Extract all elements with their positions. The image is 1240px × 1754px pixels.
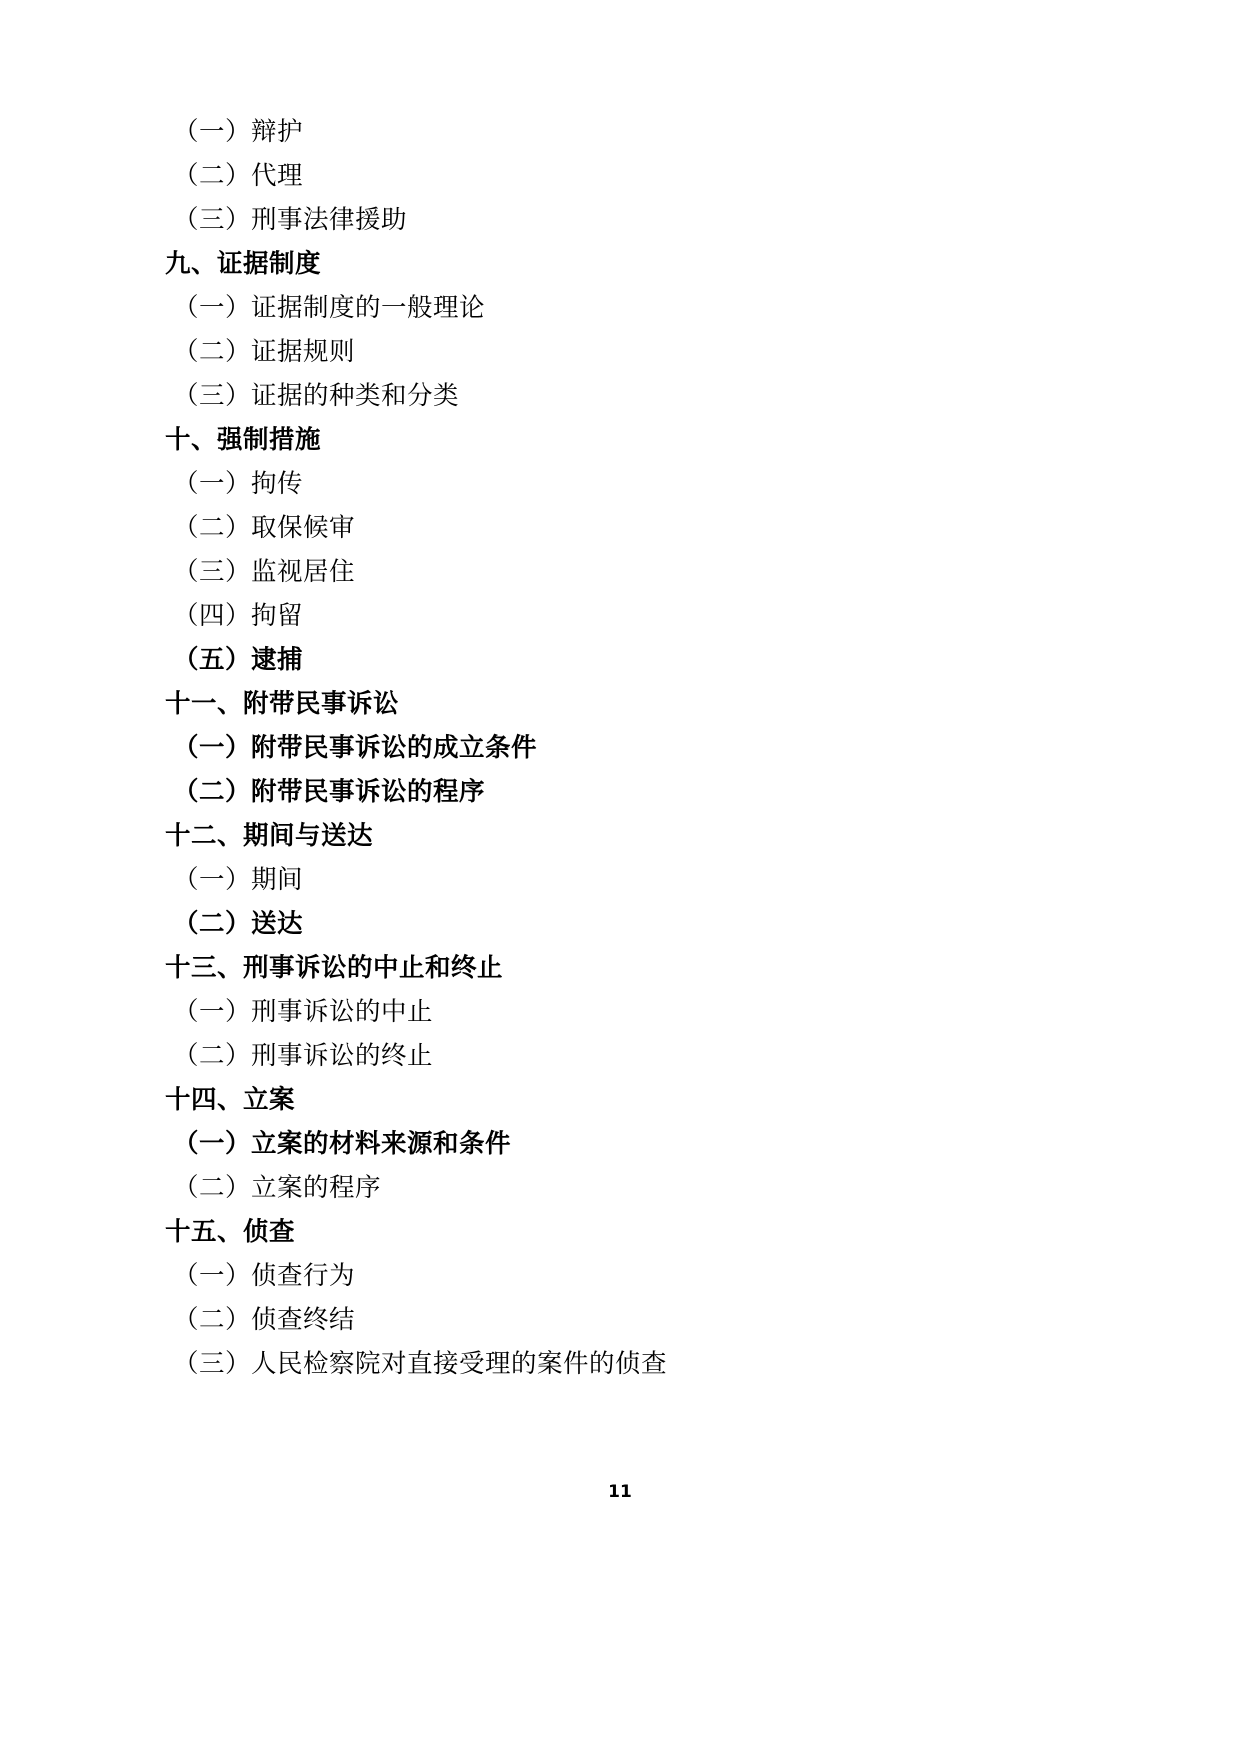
outline-subitem: （二）送达 [173, 909, 304, 939]
outline-subitem: （一）侦查行为 [173, 1261, 356, 1291]
outline-subitem: （三）监视居住 [173, 557, 356, 587]
outline-subitem: （五）逮捕 [173, 645, 304, 675]
outline-subitem: （二）立案的程序 [173, 1173, 382, 1203]
outline-subitem: （一）刑事诉讼的中止 [173, 997, 434, 1027]
outline-subitem: （一）证据制度的一般理论 [173, 293, 486, 323]
outline-list [165, 117, 1090, 1379]
outline-subitem: （一）立案的材料来源和条件 [173, 1129, 512, 1159]
outline-heading: 十、强制措施 [165, 425, 322, 455]
outline-subitem: （一）辩护 [173, 117, 304, 147]
outline-subitem: （二）证据规则 [173, 337, 356, 367]
outline-subitem: （二）侦查终结 [173, 1305, 356, 1335]
outline-subitem: （四）拘留 [173, 601, 304, 631]
outline-subitem: （二）刑事诉讼的终止 [173, 1041, 434, 1071]
outline-subitem: （一）附带民事诉讼的成立条件 [173, 733, 538, 763]
outline-heading: 十二、期间与送达 [165, 821, 374, 851]
outline-heading: 十五、侦查 [165, 1217, 296, 1247]
page-number: 11 [608, 1482, 632, 1502]
outline-heading: 十三、刑事诉讼的中止和终止 [165, 953, 504, 983]
outline-subitem: （三）刑事法律援助 [173, 205, 408, 235]
outline-subitem: （二）取保候审 [173, 513, 356, 543]
outline-heading: 十一、附带民事诉讼 [165, 689, 400, 719]
outline-subitem: （一）拘传 [173, 469, 304, 499]
outline-subitem: （三）人民检察院对直接受理的案件的侦查 [173, 1349, 668, 1379]
outline-subitem: （一）期间 [173, 865, 304, 895]
outline-subitem: （二）代理 [173, 161, 304, 191]
outline-subitem: （二）附带民事诉讼的程序 [173, 777, 486, 807]
outline-heading: 十四、立案 [165, 1085, 296, 1115]
outline-subitem: （三）证据的种类和分类 [173, 381, 460, 411]
outline-heading: 九、证据制度 [165, 249, 322, 279]
